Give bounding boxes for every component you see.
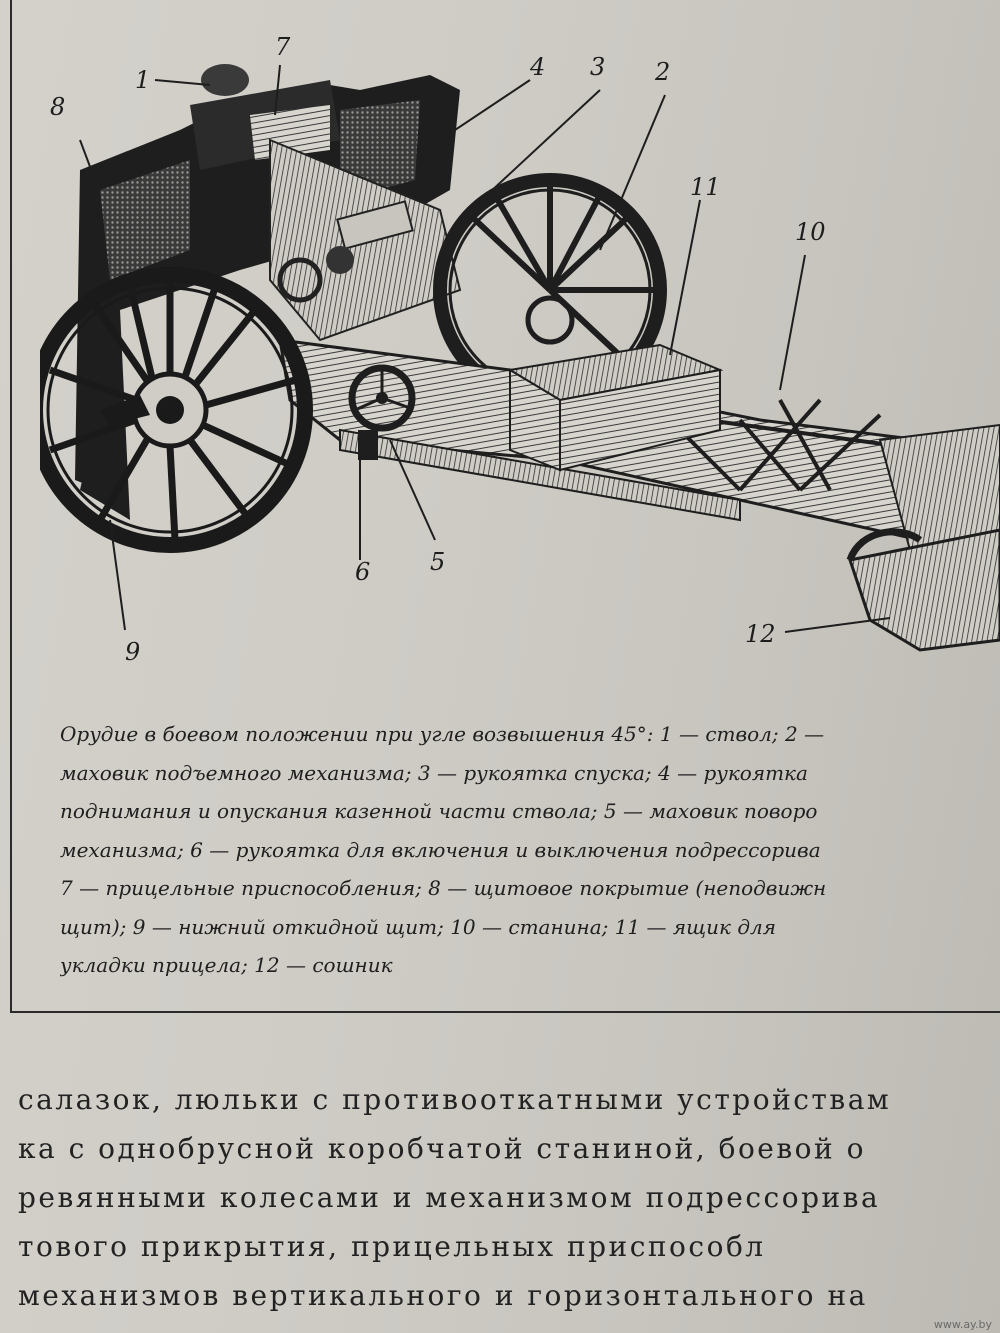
callout-9: 9 bbox=[125, 638, 141, 666]
body-line: механизмов вертикального и горизонтального на bbox=[18, 1279, 868, 1312]
figure-caption bbox=[60, 715, 990, 985]
caption-line: укладки прицела; 12 — сошник bbox=[60, 953, 393, 977]
spade bbox=[850, 530, 1000, 650]
caption-line: Орудие в боевом положении при угле возвышения 45°: 1 — ствол; 2 — bbox=[60, 722, 825, 746]
cannon-illustration bbox=[40, 20, 1000, 710]
caption-line: поднимания и опускания казенной части ствола; 5 — маховик поворо bbox=[60, 799, 818, 823]
caption-line: механизма; 6 — рукоятка для включения и выключения подрессорива bbox=[60, 837, 821, 862]
callout-6: 6 bbox=[355, 558, 371, 586]
watermark: www.ay.by bbox=[933, 1318, 992, 1331]
callout-11: 11 bbox=[690, 173, 721, 201]
caption-line: маховик подъемного механизма; 3 — рукоятка спуска; 4 — рукоятка bbox=[60, 760, 808, 785]
cannon-drawing bbox=[40, 20, 1000, 710]
callout-7: 7 bbox=[275, 33, 291, 61]
callout-2: 2 bbox=[655, 58, 671, 86]
callout-3: 3 bbox=[590, 53, 606, 81]
callout-8: 8 bbox=[50, 93, 66, 121]
callout-4: 4 bbox=[530, 53, 546, 81]
body-line: тового прикрытия, прицельных приспособл bbox=[18, 1230, 766, 1263]
caption-line: 7 — прицельные приспособления; 8 — щитовое покрытие (неподвижн bbox=[60, 876, 827, 900]
body-line: ревянными колесами и механизмом подрессоривa bbox=[18, 1181, 881, 1214]
body-line: ка с однобрусной коробчатой станиной, боевой о bbox=[18, 1132, 866, 1165]
callout-5: 5 bbox=[430, 548, 446, 576]
callout-12: 12 bbox=[745, 620, 776, 648]
callout-1: 1 bbox=[135, 66, 151, 94]
callout-10: 10 bbox=[795, 218, 826, 246]
body-line: салазок, люльки с противооткатными устройствам bbox=[18, 1083, 892, 1116]
caption-line: щит); 9 — нижний откидной щит; 10 — станина; 11 — ящик для bbox=[60, 914, 776, 939]
body-paragraph bbox=[18, 1075, 1000, 1320]
